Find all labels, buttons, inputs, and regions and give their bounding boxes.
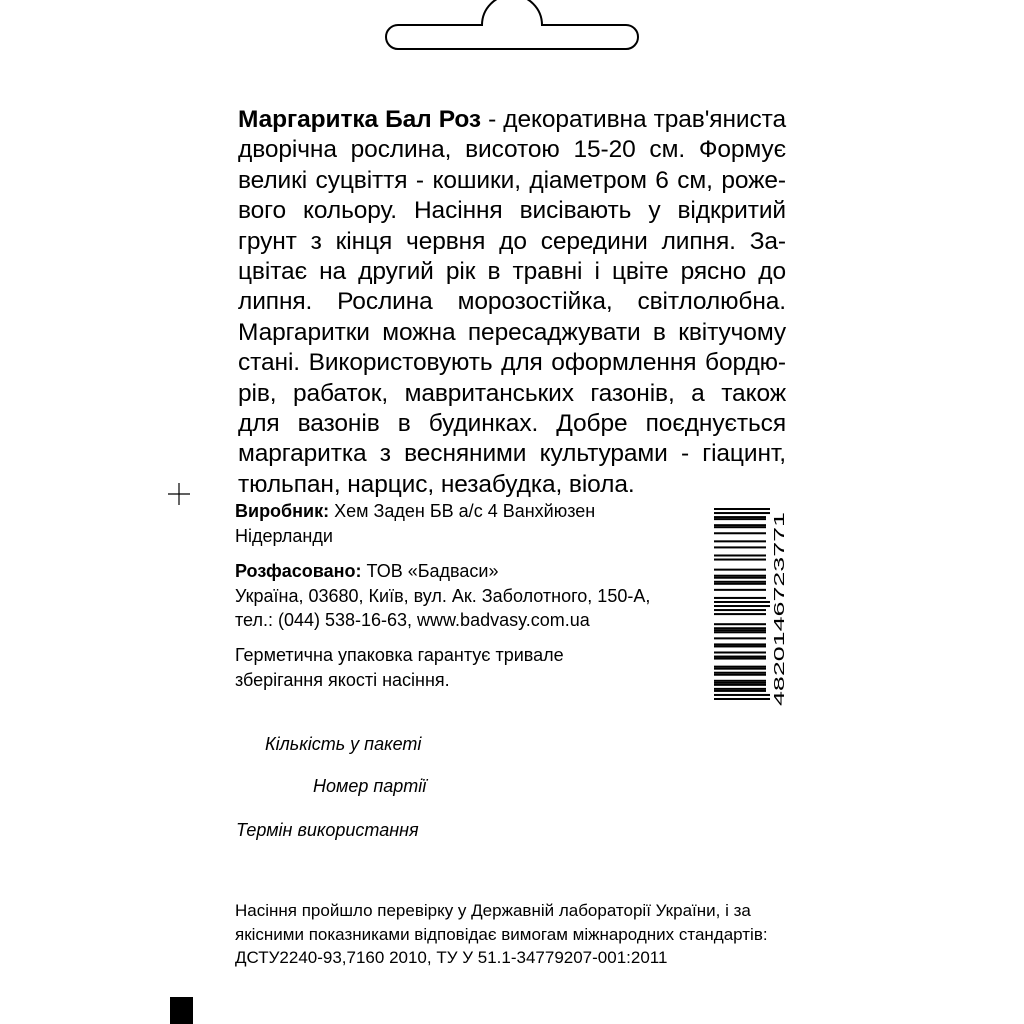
- barcode-bar: [714, 674, 766, 676]
- barcode-bar: [714, 631, 766, 633]
- barcode-bar: [714, 668, 766, 670]
- barcode-bar: [714, 651, 766, 653]
- certification-line: Насіння пройшло перевірку у Державній лабораторії України, і за: [235, 901, 751, 920]
- product-description: [238, 105, 786, 500]
- registration-mark-icon: [168, 483, 190, 505]
- description-line: дворічна рослина, висотою 15-20 см. Формує: [238, 136, 786, 164]
- batch-number-label: Номер партії: [313, 776, 427, 796]
- packer-contacts: тел.: (044) 538-16-63, www.badvasy.com.ua: [235, 610, 590, 630]
- barcode-bar: [714, 682, 766, 684]
- description-line: липня. Рослина морозостійка, світлолюбна.: [238, 288, 786, 316]
- packaging-note-line: Герметична упаковка гарантує тривале: [235, 645, 564, 665]
- barcode-digits: 4820146723771: [772, 601, 788, 706]
- barcode-bar: [714, 680, 766, 682]
- barcode-bar: [714, 512, 770, 514]
- packaging-note-line: зберігання якості насіння.: [235, 669, 450, 690]
- packer-label: Розфасовано:: [235, 561, 362, 581]
- barcode-bar: [714, 698, 770, 700]
- barcode-bar: [714, 508, 770, 510]
- barcode-bar: [714, 569, 766, 571]
- barcode-bar: [714, 518, 766, 520]
- barcode-bar: [714, 554, 766, 556]
- packer-company: ТОВ «Бадваси»: [361, 561, 499, 581]
- manufacturer-label: Виробник:: [235, 501, 330, 521]
- packer-address: Україна, 03680, Київ, вул. Ак. Заболотного, 150-А,: [235, 585, 651, 606]
- barcode-bar: [714, 583, 766, 585]
- barcode-bar: [714, 524, 766, 526]
- quantity-label: Кількість у пакеті: [265, 734, 422, 754]
- expiry-term-label: Термін використання: [236, 820, 419, 840]
- packer-info: [235, 559, 705, 633]
- description-line: великі суцвіття - кошики, діаметром 6 см, роже-: [238, 166, 786, 194]
- barcode-bar: [714, 690, 766, 692]
- barcode-bar: [714, 546, 766, 548]
- barcode-bar: [714, 637, 766, 639]
- barcode: [712, 508, 788, 708]
- barcode-bar: [714, 658, 766, 660]
- barcode-bar: [714, 559, 766, 561]
- barcode-bar: [714, 589, 766, 591]
- description-line: цвітає на другий рік в травні і цвіте рясно до: [238, 258, 786, 286]
- barcode-bar: [714, 666, 766, 668]
- description-line: - декоративна трав'яниста: [481, 106, 786, 133]
- barcode-bar: [714, 613, 766, 615]
- manufacturer-country: Нідерланди: [235, 525, 333, 546]
- barcode-bar: [714, 526, 766, 528]
- barcode-bar: [714, 601, 770, 603]
- hang-hole-outline: [0, 0, 1024, 70]
- barcode-bar: [714, 575, 766, 577]
- description-line: Маргаритки можна пересаджувати в квітучому: [238, 318, 786, 346]
- manufacturer-info: [235, 499, 705, 548]
- product-name: Маргаритка Бал Роз: [238, 106, 482, 133]
- description-line: рів, рабаток, мавританських газонів, а також: [238, 379, 786, 407]
- certification-line: якісними показниками відповідає вимогам міжнародних стандартів:: [235, 924, 768, 944]
- barcode-bar: [714, 643, 766, 645]
- description-line: для вазонів в будинках. Добре поєднується: [238, 410, 786, 438]
- barcode-bar: [714, 605, 770, 607]
- registration-square: [170, 997, 193, 1024]
- certification-note: [235, 899, 795, 970]
- barcode-bar: [714, 540, 766, 542]
- barcode-bar: [714, 597, 766, 599]
- barcode-bar: [714, 627, 766, 629]
- barcode-bar: [714, 629, 766, 631]
- barcode-bar: [714, 532, 766, 534]
- barcode-bars: [714, 508, 770, 700]
- barcode-bar: [714, 694, 770, 696]
- description-line: стані. Використовують для оформлення бордю-: [238, 349, 786, 377]
- barcode-bar: [714, 684, 766, 686]
- certification-line: ДСТУ2240-93,7160 2010, ТУ У 51.1-34779207-001:2011: [235, 948, 668, 968]
- packaging-note: [235, 643, 705, 692]
- manufacturer-value: Хем Заден БВ а/с 4 Ванхйюзен: [329, 501, 596, 521]
- barcode-bar: [714, 577, 766, 579]
- description-line: маргаритка з весняними культурами - гіацинт,: [238, 440, 786, 468]
- barcode-bar: [714, 609, 766, 611]
- barcode-bar: [714, 645, 766, 647]
- barcode-bar: [714, 656, 766, 658]
- barcode-bar: [714, 688, 766, 690]
- description-line: вого кольору. Насіння висівають у відкритий: [238, 197, 786, 225]
- barcode-bar: [714, 623, 766, 625]
- barcode-bar: [714, 672, 766, 674]
- barcode-bar: [714, 581, 766, 583]
- barcode-bar: [714, 516, 766, 518]
- description-line: грунт з кінця червня до середини липня. За-: [238, 227, 786, 255]
- description-line: тюльпан, нарцис, незабудка, віола.: [238, 470, 635, 498]
